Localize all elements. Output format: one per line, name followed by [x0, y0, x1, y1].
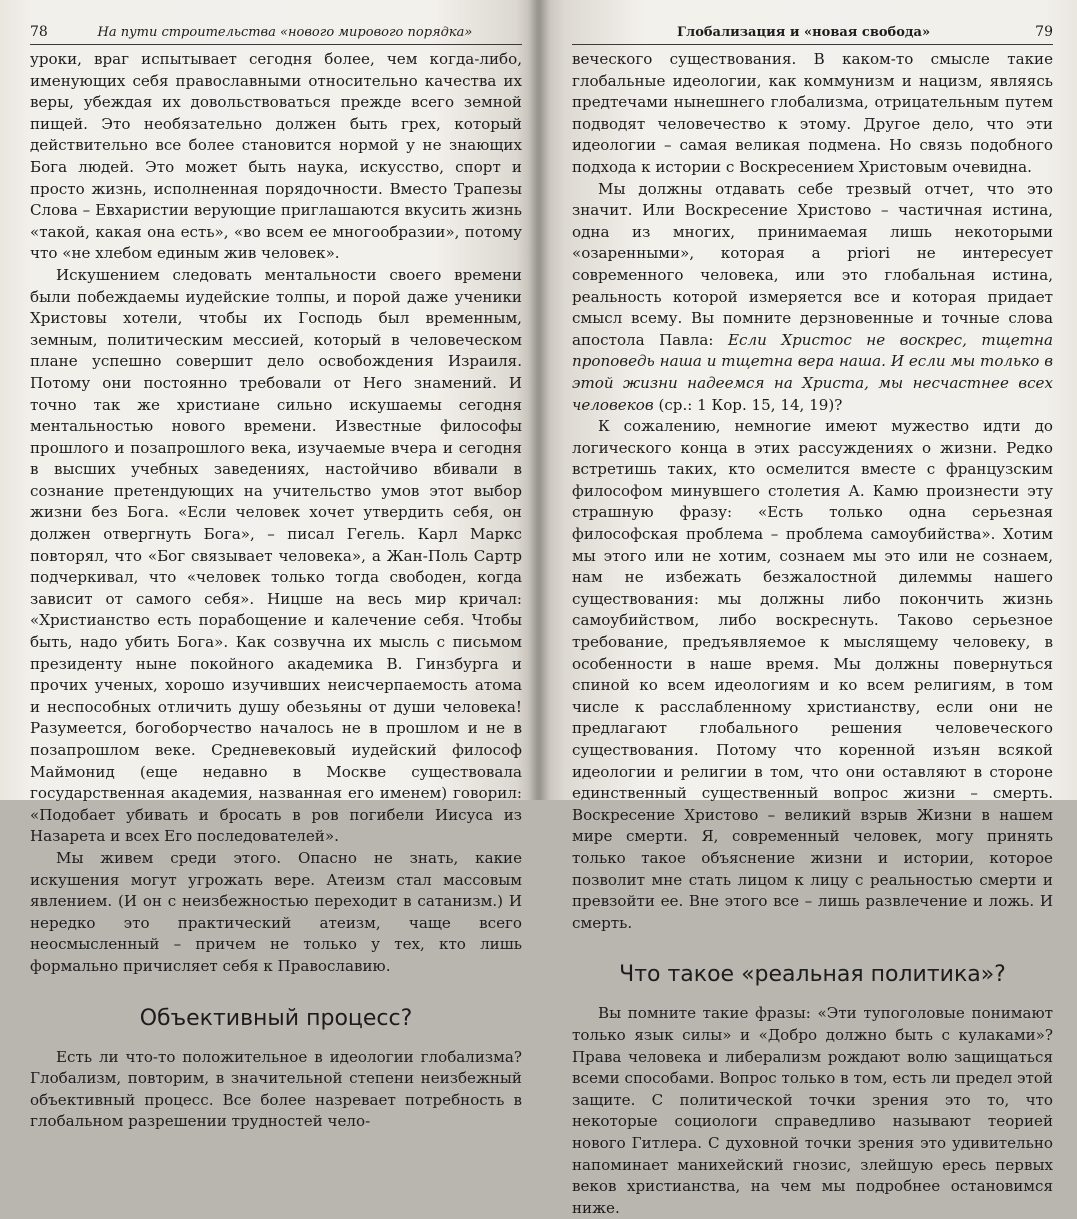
left-page — [0, 0, 538, 1131]
scripture-reference: (ср.: 1 Кор. 15, 14, 19)? — [658, 395, 843, 414]
left-paragraph-4: Есть ли что-то положительное в идеологии глобализма? Глобализм, повторим, в значительной степени неизбежный объективный процесс. Все более назревает потребность в глобальном разрешении трудностей чело- — [30, 1047, 522, 1131]
left-page-text — [30, 49, 522, 1133]
pauline-quote: Если Христос не воскрес, тщетна проповедь наша и тщетна вера наша. И если мы только в этой жизни надеемся на Христа, мы несчастнее всех человеков — [572, 330, 1053, 414]
section-heading-real-politics: Что такое «реальная политика»? — [619, 962, 1006, 988]
right-page-text — [572, 49, 1053, 1219]
right-paragraph-2 — [572, 179, 1053, 417]
left-running-title: На пути строительства «нового мирового порядка» — [97, 25, 473, 40]
right-paragraph-3: К сожалению, немногие имеют мужество идти до логического конца в этих рассуждениях о жизни. Редко встретишь таких, кто осмелится вместе с французским философом минувшего столетия А. Камю произнести эту страшную фразу: «Есть только одна серьезная философская проблема – проблема самоубийства». Хотим мы этого или не хотим, сознаем мы это или не сознаем, нам не избежать безжалостной дилеммы нашего существования: мы должны либо покончить жизнь самоубийством, либо воскреснуть. Таково серьезное требование, предъявляемое к мыслящему человеку, в особенности в наше время. Мы должны повернуться спиной ко всем идеологиям и ко всем религиям, в том числе к расслабленному христианству, если они не предлагают глобального решения человеческого существования. Потому что коренной изъян всякой идеологии и религии в том, что они оставляют в стороне единственный существенный вопрос жизни – смерть. Воскресение Христово – великий взрыв Жизни в нашем мире смерти. Я, современный человек, могу принять только такое объяснение жизни и истории, которое позволит мне стать лицом к лицу с реальностью смерти и превзойти ее. Вне этого все – лишь развлечение и ложь. И смерть. — [572, 417, 1053, 932]
right-page-number: 79 — [1035, 24, 1053, 40]
right-paragraph-1: веческого существования. В каком-то смысле такие глобальные идеологии, как коммунизм и нацизм, являясь предтечами нынешнего глобализма, отрицательным путем подводят человечество к этому. Другое дело, что эти идеологии – самая великая подмена. Но связь подобного подхода к истории с Воскресением Христовым очевидна. — [572, 50, 1053, 176]
left-running-head — [30, 24, 522, 45]
left-page-number: 78 — [30, 24, 48, 40]
right-running-head — [572, 24, 1053, 45]
right-page — [538, 0, 1077, 1217]
right-running-title: Глобализация и «новая свобода» — [677, 25, 931, 40]
left-paragraph-1: уроки, враг испытывает сегодня более, чем когда-либо, именующих себя православными относительно качества их веры, убеждая их довольствоваться прежде всего земной пищей. Это необязательно должен быть грех, который действительно все более становится нормой у не знающих Бога людей. Это может быть наука, искусство, спорт и просто жизнь, исполненная порядочности. Вместо Трапезы Слова – Евхаристии верующие приглашаются вкусить жизнь «такой, какая она есть», «во всем ее многообразии», потому что «не хлебом единым жив человек». — [30, 50, 522, 263]
left-paragraph-2: Искушением следовать ментальности своего времени были побеждаемы иудейские толпы, и порой даже ученики Христовы хотели, чтобы их Господь был временным, земным, политическим мессией, который в человеческом плане успешно совершит дело освобождения Израиля. Потому они постоянно требовали от Него знамений. И точно так же христиане сильно искушаемы сегодня ментальностью нового времени. Известные философы прошлого и позапрошлого века, изучаемые вчера и сегодня в высших учебных заведениях, настойчиво вбивали в сознание претендующих на учительство умов этот выбор жизни без Бога. «Если человек хочет утвердить себя, он должен отвергнуть Бога», – писал Гегель. Карл Маркс повторял, что «Бог связывает человека», а Жан-Поль Сартр подчеркивал, что «человек только тогда свободен, когда зависит от самого себя». Ницше на весь мир кричал: «Христианство есть порабощение и калечение себя. Чтобы быть, надо убить Бога». Как созвучна их мысль с письмом президенту ныне покойного академика В. Гинзбурга и прочих ученых, хорошо изучивших неисчерпаемость атома и неспособных отличить душу обезьяны от души человека! Разумеется, богоборчество началось не в прошлом и не в позапрошлом веке. Средневековый иудейский философ Маймонид (еще недавно в Москве существовала государственная академия, названная его именем) говорил: «Подобает убивать и бросать в ров погибели Иисуса из Назарета и всех Его последователей». — [30, 265, 522, 846]
paragraph-2-text: Мы должны отдавать себе трезвый отчет, что это значит. Или Воскресение Христово – частичная истина, одна из многих, принимаемая лишь некоторыми «озаренными», которая a priori не интересует современного человека, или это глобальная истина, реальность которой измеряется все и которая придает смысл всему. Вы помните дерзновенные и точные слова апостола Павла: — [572, 179, 1053, 349]
left-paragraph-3: Мы живем среди этого. Опасно не знать, какие искушения могут угрожать вере. Атеизм стал массовым явлением. (И он с неизбежностью переходит в сатанизм.) И нередко это практический атеизм, чаще всего неосмысленный – причем не только у тех, кто лишь формально причисляет себя к Православию. — [30, 848, 522, 975]
section-heading-objective-process: Объективный процесс? — [139, 1005, 413, 1031]
right-paragraph-4: Вы помните такие фразы: «Эти тупоголовые понимают только язык силы» и «Добро должно быть с кулаками»? Права человека и либерализм рождают волю защищаться всеми способами. Вопрос только в том, есть ли предел этой защите. С политической точки зрения это то, что некоторые социологи справедливо называют теорией нового Гитлера. С духовной точки зрения это удивительно напоминает манихейский гнозис, злейшую ересь первых веков христианства, на чем мы подробнее остановимся ниже. — [572, 1004, 1053, 1217]
